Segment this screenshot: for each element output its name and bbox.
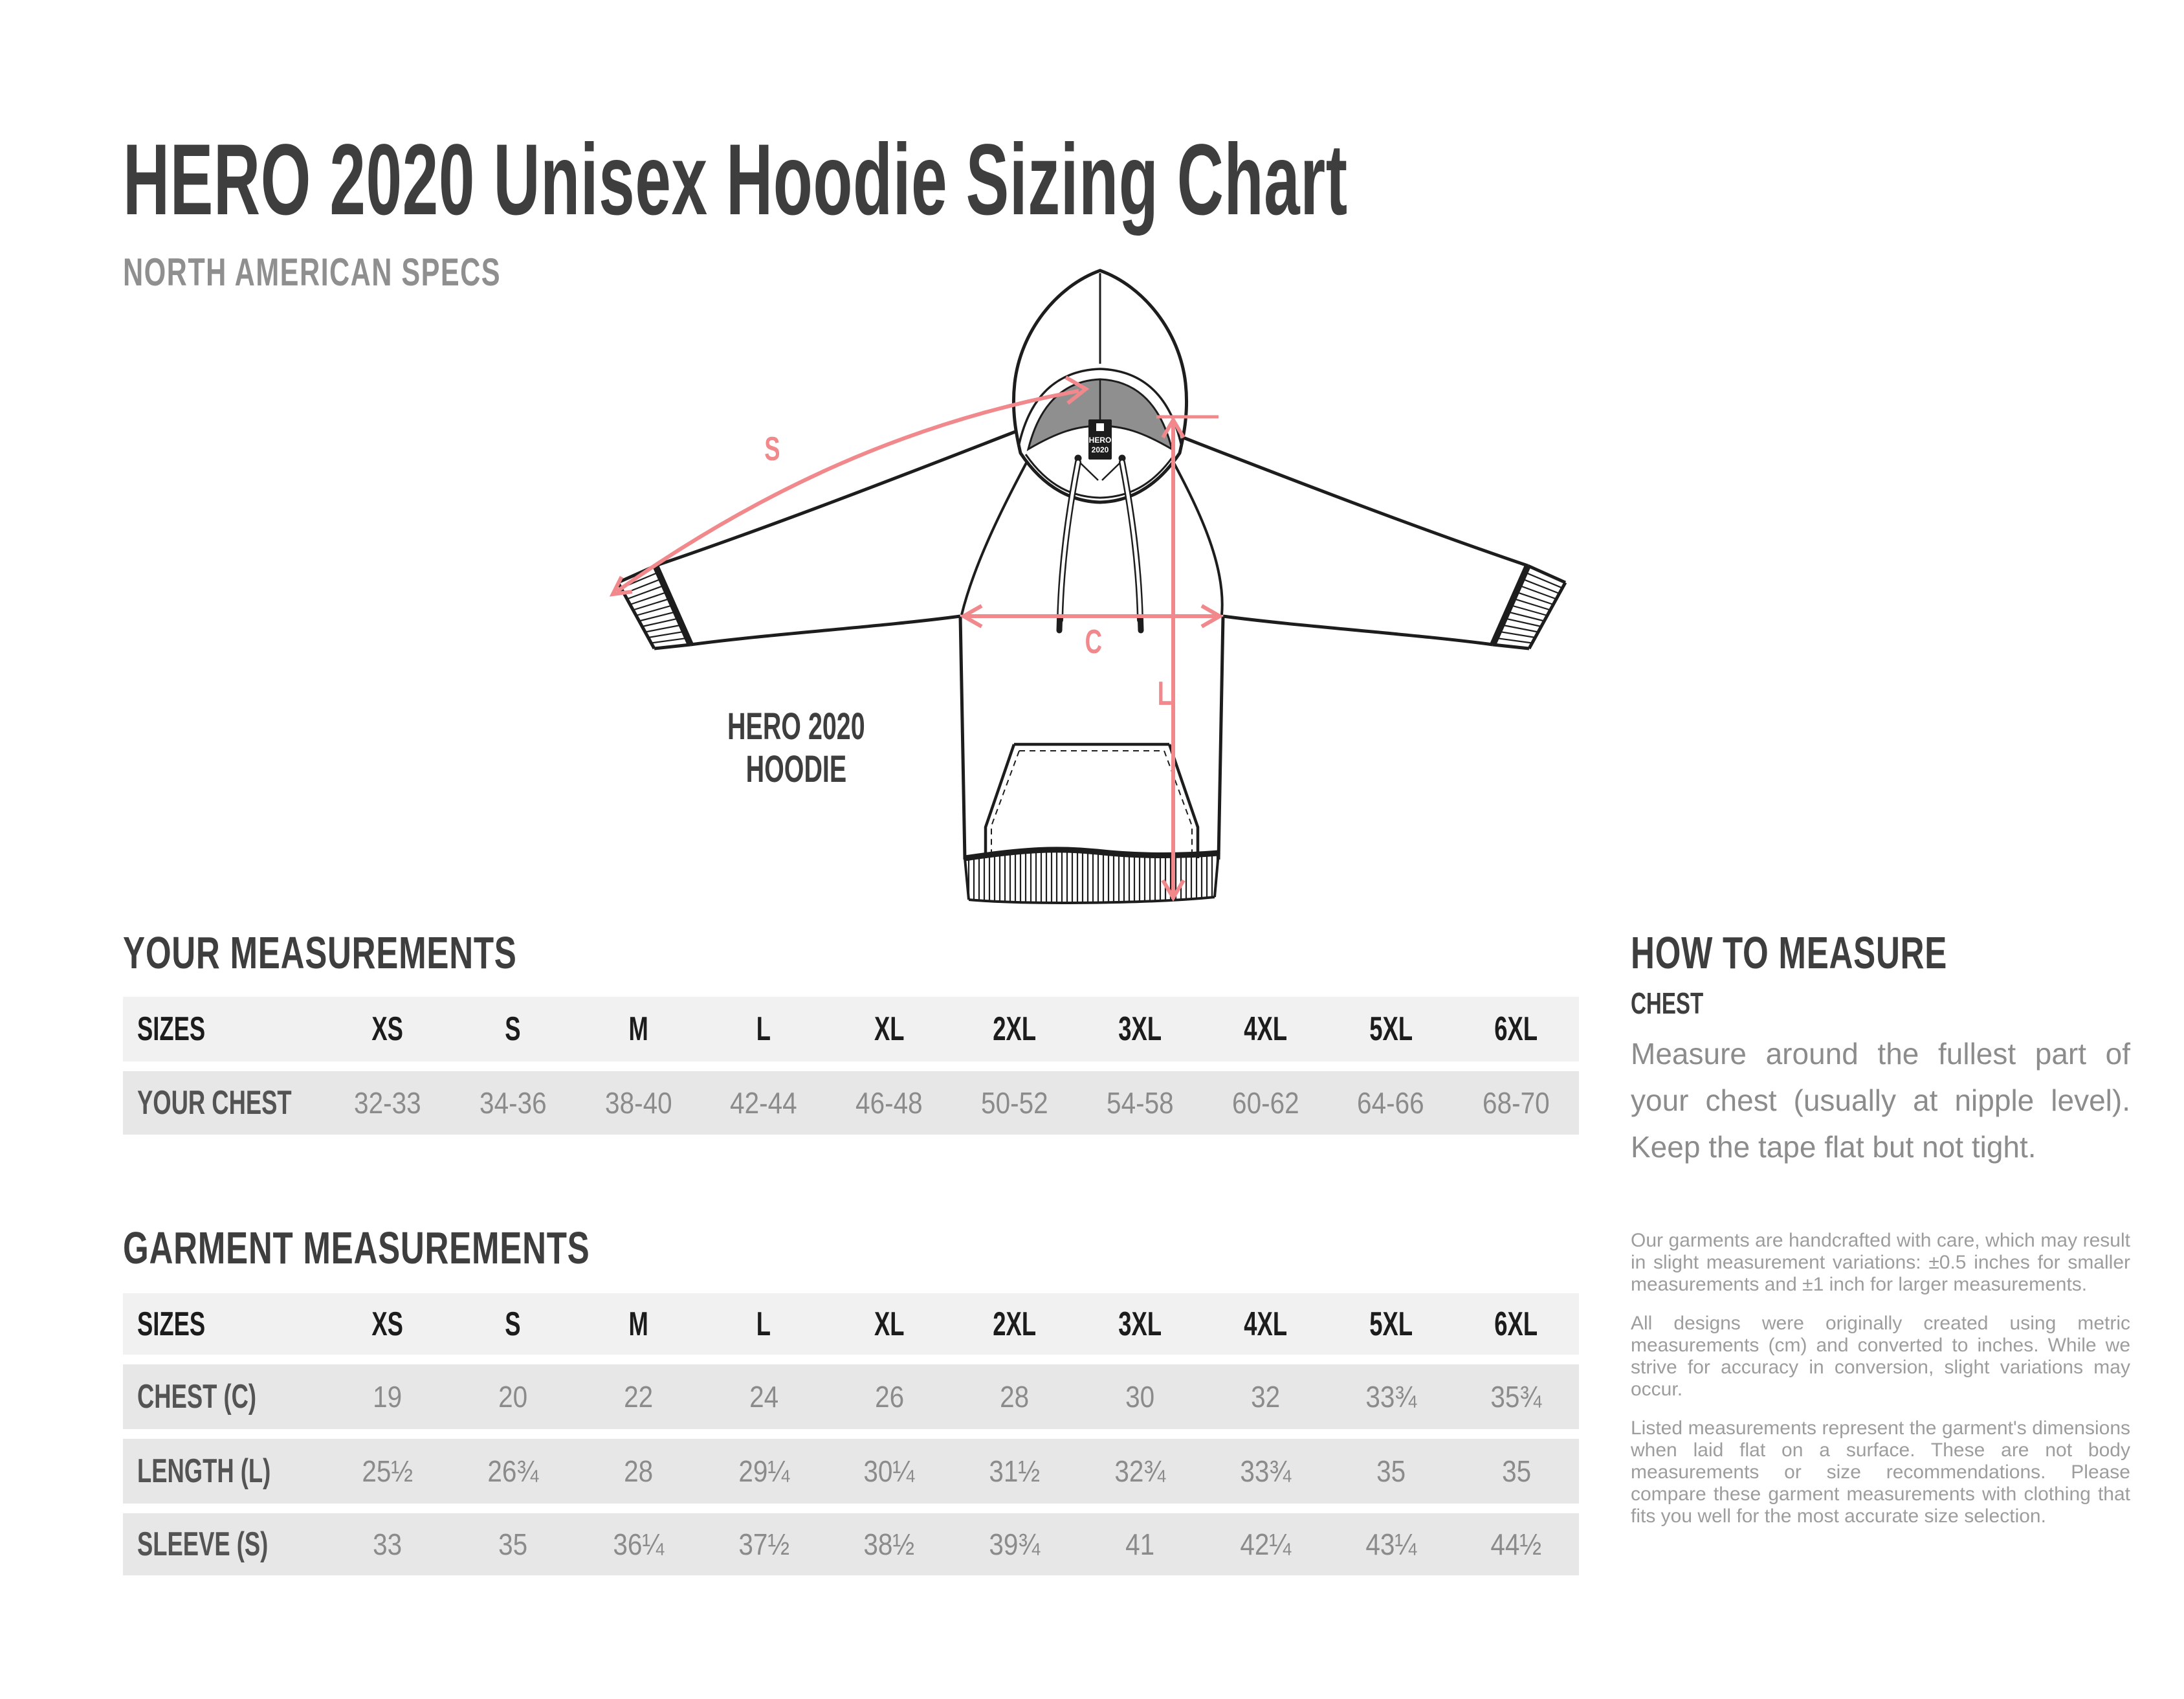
column-header-l: L <box>756 1305 771 1343</box>
column-header-m: M <box>628 1010 648 1048</box>
column-header-l: L <box>756 1010 771 1048</box>
measurement-value: 35 <box>1376 1454 1406 1488</box>
hoodie-svg <box>599 267 1589 907</box>
column-header-xs: XS <box>371 1010 404 1048</box>
note-flat-dimensions: Listed measurements represent the garment's dimensions when laid flat on a surface. These are not body measurements or size recommendations. Please compare these garment measurements with clothing that fits you well for the most accurate size selection. <box>1631 1417 2130 1527</box>
hoodie-illustration <box>599 267 1589 907</box>
column-header-xs: XS <box>371 1305 404 1343</box>
note-variations: Our garments are handcrafted with care, which may result in slight measurement variations: ±0.5 inches for smaller measurements and ±1 inch for larger measurements. <box>1631 1230 2130 1295</box>
measurement-value: 35 <box>498 1527 528 1561</box>
length-arrow-label: L <box>1157 675 1173 713</box>
column-header-s: S <box>505 1305 521 1343</box>
measurement-value: 19 <box>373 1380 403 1414</box>
measurement-value: 36¼ <box>613 1527 664 1561</box>
tag-year-text: 2020 <box>1091 445 1109 454</box>
measurement-value: 38-40 <box>604 1086 672 1120</box>
garment-measurements-heading: GARMENT MEASUREMENTS <box>123 1223 590 1273</box>
measurement-value: 33¾ <box>1365 1380 1417 1414</box>
how-to-measure-heading: HOW TO MEASURE <box>1631 927 1948 978</box>
measurement-value: 44½ <box>1490 1527 1542 1561</box>
row-label: CHEST (C) <box>137 1378 257 1416</box>
measurement-value: 26 <box>874 1380 904 1414</box>
measurement-value: 31½ <box>989 1454 1041 1488</box>
row-label: LENGTH (L) <box>137 1452 271 1490</box>
measurement-value: 38½ <box>863 1527 915 1561</box>
column-header-3xl: 3XL <box>1118 1010 1162 1048</box>
measurement-value: 28 <box>1000 1380 1030 1414</box>
kangaroo-pocket <box>986 744 1198 858</box>
garment-measurements-header-row <box>123 1293 1579 1355</box>
measurement-value: 33 <box>373 1527 403 1561</box>
your-chest-row <box>123 1071 1579 1135</box>
column-header-xl: XL <box>874 1010 905 1048</box>
how-to-measure-body: Measure around the fullest part of your chest (usually at nipple level). Keep the tape flat but not tight. <box>1631 1037 2130 1164</box>
measurement-value: 34-36 <box>479 1086 547 1120</box>
column-header-4xl: 4XL <box>1244 1010 1287 1048</box>
measurement-value: 29¼ <box>738 1454 789 1488</box>
measurement-notes <box>1631 1230 2130 1544</box>
hood <box>1013 271 1186 630</box>
chest-arrow-label: C <box>1085 623 1103 661</box>
measurement-value: 25½ <box>362 1454 414 1488</box>
neck-tag <box>1088 419 1112 460</box>
measurement-value: 39¾ <box>989 1527 1041 1561</box>
row-label: YOUR CHEST <box>137 1084 292 1122</box>
measurement-value: 30 <box>1125 1380 1155 1414</box>
measurement-value: 30¼ <box>863 1454 915 1488</box>
measurement-value: 35 <box>1501 1454 1531 1488</box>
your-measurements-heading: YOUR MEASUREMENTS <box>123 927 517 978</box>
column-header-sizes: SIZES <box>137 1010 206 1048</box>
sleeve-arrow-label: S <box>764 430 780 468</box>
column-header-5xl: 5XL <box>1369 1305 1413 1343</box>
row-label: SLEEVE (S) <box>137 1526 269 1563</box>
measurement-value: 68-70 <box>1483 1086 1550 1120</box>
page-subtitle: NORTH AMERICAN SPECS <box>123 250 502 294</box>
how-to-measure-subheading: CHEST <box>1631 986 1704 1020</box>
hem-band <box>961 844 1222 907</box>
measurement-value: 32-33 <box>354 1086 421 1120</box>
column-header-6xl: 6XL <box>1494 1305 1538 1343</box>
measurement-value: 46-48 <box>855 1086 923 1120</box>
measurement-value: 20 <box>498 1380 528 1414</box>
column-header-3xl: 3XL <box>1118 1305 1162 1343</box>
column-header-6xl: 6XL <box>1494 1010 1538 1048</box>
measurement-value: 37½ <box>738 1527 789 1561</box>
product-label-line1: HERO 2020 <box>727 705 865 748</box>
measurement-value: 54-58 <box>1106 1086 1174 1120</box>
page-title: HERO 2020 Unisex Hoodie Sizing Chart <box>123 124 1348 236</box>
measurement-value: 33¾ <box>1240 1454 1291 1488</box>
tag-brand-text: HERO <box>1088 436 1112 445</box>
measurement-value: 64-66 <box>1357 1086 1425 1120</box>
measurement-value: 60-62 <box>1231 1086 1299 1120</box>
measurement-value: 42¼ <box>1240 1527 1291 1561</box>
note-metric: All designs were originally created using metric measurements (cm) and converted to inches. While we strive for accuracy in conversion, slight variations may occur. <box>1631 1313 2130 1400</box>
measurement-value: 24 <box>749 1380 778 1414</box>
measurement-value: 26¾ <box>487 1454 539 1488</box>
length-row <box>123 1439 1579 1504</box>
column-header-4xl: 4XL <box>1244 1305 1287 1343</box>
column-header-s: S <box>505 1010 521 1048</box>
column-header-xl: XL <box>874 1305 905 1343</box>
chest-row <box>123 1364 1579 1429</box>
your-measurements-header-row <box>123 997 1579 1061</box>
measurement-value: 32¾ <box>1114 1454 1166 1488</box>
measurement-value: 28 <box>623 1454 654 1488</box>
measurement-value: 43¼ <box>1365 1527 1417 1561</box>
measurement-value: 22 <box>623 1380 654 1414</box>
product-label-line2: HOODIE <box>745 748 846 790</box>
column-header-2xl: 2XL <box>993 1305 1037 1343</box>
measurement-value: 35¾ <box>1490 1380 1542 1414</box>
measurement-value: 41 <box>1125 1527 1155 1561</box>
measurement-value: 32 <box>1250 1380 1281 1414</box>
measurement-value: 42-44 <box>730 1086 798 1120</box>
column-header-2xl: 2XL <box>993 1010 1037 1048</box>
column-header-5xl: 5XL <box>1369 1010 1413 1048</box>
column-header-sizes: SIZES <box>137 1305 206 1343</box>
product-label <box>660 705 932 791</box>
sleeve-row <box>123 1513 1579 1575</box>
measurement-value: 50-52 <box>981 1086 1048 1120</box>
column-header-m: M <box>628 1305 648 1343</box>
